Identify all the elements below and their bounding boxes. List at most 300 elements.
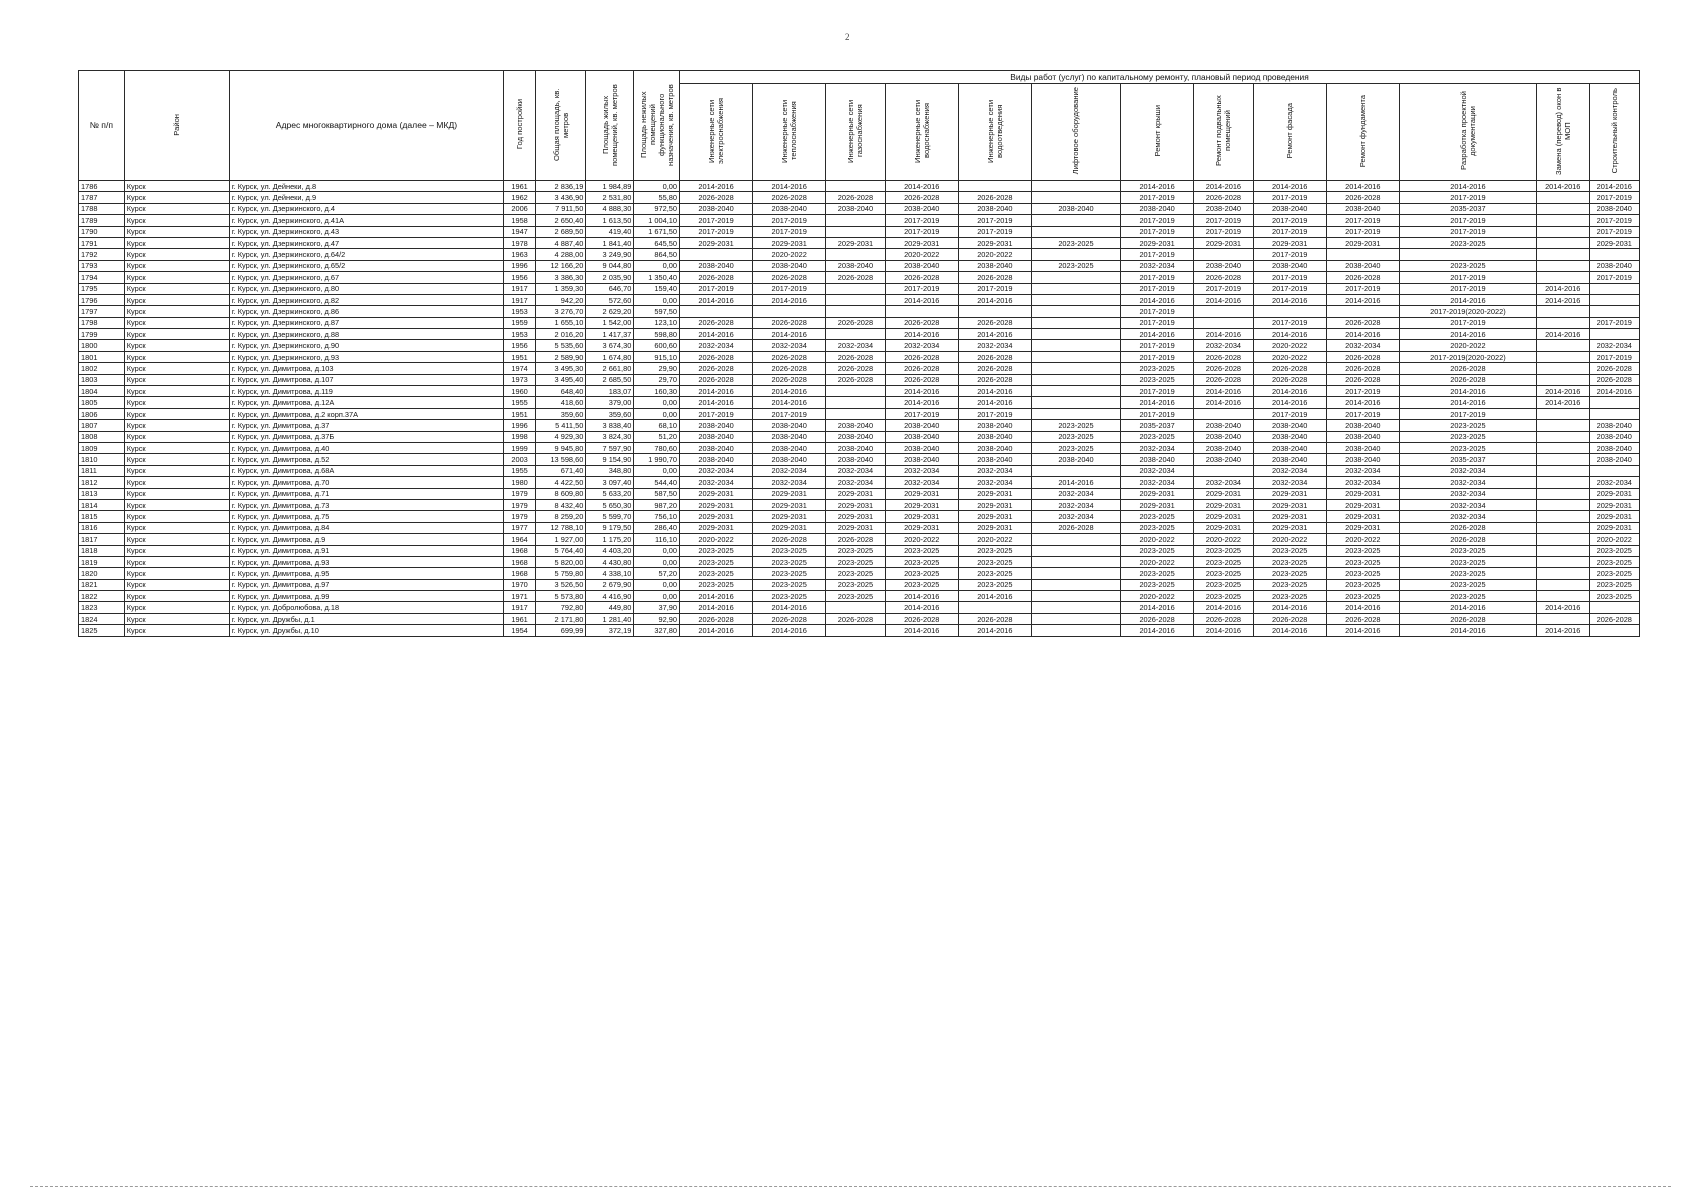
table-cell: 9 945,80 — [536, 442, 586, 453]
table-cell: 2017-2019 — [1399, 215, 1536, 226]
table-row — [79, 499, 1640, 510]
table-cell: 1810 — [79, 454, 125, 465]
table-cell: 2023-2025 — [1589, 591, 1639, 602]
table-cell: 2023-2025 — [1253, 556, 1326, 567]
table-cell: 2014-2016 — [958, 294, 1031, 305]
table-cell: 2026-2028 — [1326, 613, 1399, 624]
table-cell: г. Курск, ул. Дружбы, д.10 — [229, 625, 503, 636]
table-cell: 2017-2019 — [1589, 215, 1639, 226]
table-cell — [1536, 454, 1589, 465]
table-cell: Курск — [124, 397, 229, 408]
table-cell: 1815 — [79, 511, 125, 522]
table-cell: 2026-2028 — [826, 317, 885, 328]
table-cell: Курск — [124, 181, 229, 192]
table-cell: 2038-2040 — [1326, 203, 1399, 214]
table-cell: г. Курск, ул. Дзержинского, д.93 — [229, 351, 503, 362]
table-cell: 2026-2028 — [1399, 374, 1536, 385]
table-cell — [826, 386, 885, 397]
table-cell: г. Курск, ул. Димитрова, д.37 — [229, 420, 503, 431]
table-cell: 4 430,80 — [586, 556, 634, 567]
table-cell: 2014-2016 — [1536, 602, 1589, 613]
table-cell: 2032-2034 — [958, 340, 1031, 351]
table-cell: 2038-2040 — [885, 260, 958, 271]
table-cell: 2038-2040 — [680, 442, 753, 453]
table-cell: 2023-2025 — [1031, 431, 1120, 442]
table-cell: 2029-2031 — [1326, 522, 1399, 533]
table-cell: 2038-2040 — [1031, 203, 1120, 214]
table-cell: 2 661,80 — [586, 363, 634, 374]
table-cell: 2006 — [504, 203, 536, 214]
table-cell: 2026-2028 — [680, 374, 753, 385]
table-cell: 1962 — [504, 192, 536, 203]
table-cell: г. Курск, ул. Дзержинского, д.43 — [229, 226, 503, 237]
table-cell: 1794 — [79, 272, 125, 283]
table-cell: 2014-2016 — [1536, 329, 1589, 340]
table-cell — [1589, 408, 1639, 419]
table-cell: 2014-2016 — [1399, 397, 1536, 408]
table-cell: 915,10 — [634, 351, 680, 362]
table-cell: 1802 — [79, 363, 125, 374]
table-cell: 2029-2031 — [680, 488, 753, 499]
table-cell: 2014-2016 — [1253, 181, 1326, 192]
table-cell: 2014-2016 — [753, 181, 826, 192]
table-cell: 2017-2019 — [1326, 408, 1399, 419]
table-cell: 2029-2031 — [958, 237, 1031, 248]
table-cell: Курск — [124, 260, 229, 271]
table-cell: 1814 — [79, 499, 125, 510]
table-cell: 2038-2040 — [680, 454, 753, 465]
table-cell: 1803 — [79, 374, 125, 385]
table-cell: 2017-2019 — [1253, 408, 1326, 419]
table-cell: 2038-2040 — [1589, 420, 1639, 431]
table-cell: 2038-2040 — [1031, 454, 1120, 465]
table-cell: 2035-2037 — [1399, 203, 1536, 214]
table-cell: 2026-2028 — [958, 272, 1031, 283]
table-cell: 671,40 — [536, 465, 586, 476]
table-cell: 2023-2025 — [1121, 522, 1194, 533]
table-cell: 2014-2016 — [753, 386, 826, 397]
table-cell: Курск — [124, 272, 229, 283]
table-cell: 2017-2019 — [1326, 386, 1399, 397]
table-cell — [1031, 283, 1120, 294]
table-cell: 2023-2025 — [1399, 556, 1536, 567]
table-cell: 2017-2019 — [1121, 340, 1194, 351]
table-row — [79, 625, 1640, 636]
table-cell: 1968 — [504, 556, 536, 567]
table-cell: Курск — [124, 442, 229, 453]
table-cell: 2014-2016 — [1589, 386, 1639, 397]
table-cell: 2014-2016 — [885, 397, 958, 408]
table-cell: 2017-2019 — [1121, 249, 1194, 260]
table-cell: 2029-2031 — [1326, 237, 1399, 248]
table-cell: Курск — [124, 283, 229, 294]
table-cell: 2014-2016 — [1399, 181, 1536, 192]
table-cell: г. Курск, ул. Дзержинского, д.67 — [229, 272, 503, 283]
table-cell: 2 689,50 — [536, 226, 586, 237]
table-cell: г. Курск, ул. Димитрова, д.73 — [229, 499, 503, 510]
table-cell: 1971 — [504, 591, 536, 602]
table-cell: Курск — [124, 545, 229, 556]
table-row — [79, 329, 1640, 340]
table-cell: 2023-2025 — [826, 568, 885, 579]
table-cell — [1031, 181, 1120, 192]
table-row — [79, 374, 1640, 385]
table-cell: 2023-2025 — [1589, 579, 1639, 590]
table-cell: 2023-2025 — [1399, 568, 1536, 579]
table-cell: 544,40 — [634, 477, 680, 488]
table-cell: 1961 — [504, 613, 536, 624]
table-cell — [1031, 397, 1120, 408]
table-cell: 587,50 — [634, 488, 680, 499]
table-cell: 1 281,40 — [586, 613, 634, 624]
table-cell: 597,50 — [634, 306, 680, 317]
table-cell: 2029-2031 — [885, 511, 958, 522]
table-cell: 2032-2034 — [1399, 511, 1536, 522]
table-cell: 1951 — [504, 351, 536, 362]
table-cell: 1 613,50 — [586, 215, 634, 226]
table-cell — [1031, 625, 1120, 636]
table-cell: 5 650,30 — [586, 499, 634, 510]
page-bottom-rule — [30, 1186, 1671, 1187]
table-cell — [1031, 374, 1120, 385]
table-cell: 2014-2016 — [1326, 397, 1399, 408]
table-cell: 2026-2028 — [1589, 374, 1639, 385]
table-row — [79, 522, 1640, 533]
table-cell: 2014-2016 — [1121, 397, 1194, 408]
table-cell: 2038-2040 — [958, 454, 1031, 465]
table-cell: 2026-2028 — [885, 613, 958, 624]
table-row — [79, 579, 1640, 590]
table-cell: 2038-2040 — [680, 260, 753, 271]
table-cell: 2023-2025 — [826, 556, 885, 567]
table-cell: 2017-2019 — [1121, 192, 1194, 203]
table-cell: 2026-2028 — [1399, 363, 1536, 374]
table-cell: 5 633,20 — [586, 488, 634, 499]
table-cell: 2017-2019 — [1253, 317, 1326, 328]
table-cell — [826, 625, 885, 636]
table-cell: 2029-2031 — [885, 488, 958, 499]
table-cell — [826, 249, 885, 260]
table-row — [79, 442, 1640, 453]
table-cell: 2032-2034 — [1121, 465, 1194, 476]
table-cell: 2023-2025 — [680, 556, 753, 567]
table-cell: 2038-2040 — [1253, 260, 1326, 271]
table-cell: 0,00 — [634, 465, 680, 476]
table-cell — [1031, 465, 1120, 476]
table-cell: 2029-2031 — [958, 511, 1031, 522]
table-cell — [1536, 237, 1589, 248]
table-cell: 2017-2019 — [1399, 408, 1536, 419]
table-cell: 1 841,40 — [586, 237, 634, 248]
table-cell — [1031, 294, 1120, 305]
table-cell: 5 411,50 — [536, 420, 586, 431]
table-cell — [1536, 477, 1589, 488]
table-cell: 2014-2016 — [885, 602, 958, 613]
col-work-design-docs: Разработка проектной документации — [1399, 84, 1536, 181]
table-cell: 2014-2016 — [1253, 329, 1326, 340]
table-row — [79, 260, 1640, 271]
table-cell: 2014-2016 — [680, 386, 753, 397]
table-cell: 4 403,20 — [586, 545, 634, 556]
page-number: 2 — [845, 32, 850, 42]
table-cell: 1980 — [504, 477, 536, 488]
table-cell: г. Курск, ул. Дружбы, д.1 — [229, 613, 503, 624]
table-cell: 2017-2019 — [1589, 272, 1639, 283]
table-cell: 449,80 — [586, 602, 634, 613]
table-cell: 2026-2028 — [1326, 272, 1399, 283]
table-cell: 4 288,00 — [536, 249, 586, 260]
table-cell: 4 338,10 — [586, 568, 634, 579]
table-cell: 1979 — [504, 488, 536, 499]
table-cell: 5 573,80 — [536, 591, 586, 602]
table-cell: 2014-2016 — [1194, 397, 1253, 408]
table-cell — [1536, 260, 1589, 271]
table-cell: 2026-2028 — [958, 317, 1031, 328]
table-cell: 2023-2025 — [1253, 591, 1326, 602]
table-cell: 2014-2016 — [1194, 602, 1253, 613]
table-cell: 2017-2019 — [1253, 249, 1326, 260]
table-cell: 116,10 — [634, 534, 680, 545]
table-cell: 1956 — [504, 340, 536, 351]
table-cell: 2023-2025 — [1326, 591, 1399, 602]
table-cell: 2023-2025 — [1399, 431, 1536, 442]
table-cell: 1786 — [79, 181, 125, 192]
table-cell: 1978 — [504, 237, 536, 248]
table-cell: 2026-2028 — [1399, 522, 1536, 533]
table-cell — [1536, 545, 1589, 556]
table-cell: 2032-2034 — [1253, 477, 1326, 488]
table-cell: 2038-2040 — [826, 442, 885, 453]
table-cell: 600,60 — [634, 340, 680, 351]
table-row — [79, 340, 1640, 351]
table-cell — [1536, 272, 1589, 283]
table-cell: 2023-2025 — [1326, 568, 1399, 579]
table-cell: 2017-2019 — [1121, 306, 1194, 317]
table-cell: Курск — [124, 511, 229, 522]
table-cell — [1031, 306, 1120, 317]
table-cell: Курск — [124, 306, 229, 317]
table-cell: 3 674,30 — [586, 340, 634, 351]
table-cell: 2029-2031 — [680, 511, 753, 522]
table-cell: Курск — [124, 465, 229, 476]
table-cell: 2038-2040 — [826, 454, 885, 465]
table-cell — [1031, 568, 1120, 579]
table-cell: 37,90 — [634, 602, 680, 613]
table-cell: 2029-2031 — [1121, 488, 1194, 499]
table-cell: 2023-2025 — [1399, 545, 1536, 556]
table-cell: 2029-2031 — [1326, 511, 1399, 522]
table-cell: 1793 — [79, 260, 125, 271]
table-cell: 8 259,20 — [536, 511, 586, 522]
table-cell: 2014-2016 — [1121, 329, 1194, 340]
table-cell — [1194, 408, 1253, 419]
table-cell: 1811 — [79, 465, 125, 476]
table-cell: 2014-2016 — [1536, 397, 1589, 408]
table-cell: 2017-2019 — [1253, 226, 1326, 237]
table-cell: г. Курск, ул. Дзержинского, д.87 — [229, 317, 503, 328]
table-cell: 2038-2040 — [753, 454, 826, 465]
table-cell: 2032-2034 — [885, 477, 958, 488]
table-cell: 1822 — [79, 591, 125, 602]
table-cell: Курск — [124, 534, 229, 545]
table-cell: 1961 — [504, 181, 536, 192]
table-cell: 1805 — [79, 397, 125, 408]
table-cell: 1788 — [79, 203, 125, 214]
table-cell: 2014-2016 — [753, 625, 826, 636]
table-cell: 2017-2019(2020-2022) — [1399, 306, 1536, 317]
table-cell: 2017-2019 — [1253, 272, 1326, 283]
table-cell: 2023-2025 — [1589, 556, 1639, 567]
table-cell: 2017-2019 — [1121, 215, 1194, 226]
table-cell: 2026-2028 — [826, 363, 885, 374]
table-cell — [1031, 591, 1120, 602]
table-cell: 5 759,80 — [536, 568, 586, 579]
table-cell: 2032-2034 — [958, 465, 1031, 476]
table-cell: 2017-2019 — [1121, 408, 1194, 419]
table-cell: 2023-2025 — [1399, 420, 1536, 431]
table-cell — [1536, 579, 1589, 590]
table-cell: 0,00 — [634, 408, 680, 419]
table-cell: 2017-2019 — [680, 215, 753, 226]
table-cell: 2020-2022 — [885, 249, 958, 260]
table-cell: 2014-2016 — [753, 329, 826, 340]
table-cell — [1536, 420, 1589, 431]
col-nonliving-area: Площадь нежилых помещений функционального назначения, кв. метров — [634, 71, 680, 181]
table-row — [79, 602, 1640, 613]
table-cell: 2014-2016 — [1326, 625, 1399, 636]
table-cell: 2029-2031 — [958, 522, 1031, 533]
table-cell: 7 911,50 — [536, 203, 586, 214]
table-cell: Курск — [124, 591, 229, 602]
table-cell: 1953 — [504, 306, 536, 317]
table-cell: 2020-2022 — [1253, 351, 1326, 362]
table-cell: 68,10 — [634, 420, 680, 431]
table-cell: 2029-2031 — [826, 488, 885, 499]
table-cell: 2029-2031 — [680, 499, 753, 510]
table-cell: Курск — [124, 249, 229, 260]
table-cell: 2014-2016 — [680, 625, 753, 636]
table-cell: 2017-2019 — [1399, 272, 1536, 283]
table-cell: 2023-2025 — [753, 545, 826, 556]
table-cell — [958, 306, 1031, 317]
table-cell: 2038-2040 — [958, 431, 1031, 442]
table-cell: 2023-2025 — [885, 545, 958, 556]
table-cell: 2023-2025 — [1121, 363, 1194, 374]
table-cell: 645,50 — [634, 237, 680, 248]
table-cell: 2029-2031 — [1589, 237, 1639, 248]
table-cell: Курск — [124, 488, 229, 499]
table-cell: 2029-2031 — [753, 511, 826, 522]
table-cell: 4 422,50 — [536, 477, 586, 488]
table-cell: 2026-2028 — [1194, 613, 1253, 624]
table-cell — [1536, 408, 1589, 419]
table-cell: 1 359,30 — [536, 283, 586, 294]
table-cell: 2014-2016 — [1589, 181, 1639, 192]
table-cell: 2029-2031 — [885, 237, 958, 248]
table-cell: 1974 — [504, 363, 536, 374]
table-cell: 2023-2025 — [1194, 556, 1253, 567]
table-cell: 2020-2022 — [958, 534, 1031, 545]
table-cell: 0,00 — [634, 260, 680, 271]
table-cell: 1970 — [504, 579, 536, 590]
table-cell: 2017-2019 — [753, 408, 826, 419]
table-row — [79, 613, 1640, 624]
table-cell: 2017-2019 — [1121, 283, 1194, 294]
table-cell: 2026-2028 — [753, 534, 826, 545]
table-cell: 1955 — [504, 465, 536, 476]
table-cell: 286,40 — [634, 522, 680, 533]
table-cell: Курск — [124, 568, 229, 579]
table-cell: 2014-2016 — [1399, 329, 1536, 340]
table-cell: 2014-2016 — [680, 294, 753, 305]
table-cell: г. Курск, ул. Димитрова, д.99 — [229, 591, 503, 602]
table-cell: 0,00 — [634, 545, 680, 556]
table-cell: 2026-2028 — [1194, 351, 1253, 362]
table-cell: 1819 — [79, 556, 125, 567]
table-cell: 2026-2028 — [885, 317, 958, 328]
table-cell: 2014-2016 — [1194, 329, 1253, 340]
table-cell: 4 929,30 — [536, 431, 586, 442]
col-year: Год постройки — [504, 71, 536, 181]
table-cell: 2014-2016 — [885, 294, 958, 305]
table-cell: 2014-2016 — [1399, 602, 1536, 613]
table-cell: 2014-2016 — [1194, 181, 1253, 192]
table-cell — [1031, 556, 1120, 567]
table-cell: 2026-2028 — [826, 613, 885, 624]
table-cell: 1964 — [504, 534, 536, 545]
table-cell: 2023-2025 — [680, 579, 753, 590]
table-cell: 2014-2016 — [1253, 602, 1326, 613]
table-cell: 2014-2016 — [753, 397, 826, 408]
table-cell: 2038-2040 — [1194, 442, 1253, 453]
table-cell: 2017-2019 — [753, 226, 826, 237]
table-cell — [1031, 351, 1120, 362]
table-cell: 2023-2025 — [1121, 545, 1194, 556]
table-cell: 2023-2025 — [1589, 545, 1639, 556]
table-cell: 1796 — [79, 294, 125, 305]
table-cell: 2014-2016 — [1536, 625, 1589, 636]
table-cell: г. Курск, ул. Димитрова, д.95 — [229, 568, 503, 579]
table-cell: 1973 — [504, 374, 536, 385]
table-cell: 2023-2025 — [1399, 579, 1536, 590]
table-cell: 2017-2019 — [1326, 226, 1399, 237]
table-cell — [1536, 568, 1589, 579]
header-group-row — [79, 71, 1640, 84]
table-cell: г. Курск, ул. Дейнеки, д.8 — [229, 181, 503, 192]
table-cell: Курск — [124, 602, 229, 613]
table-cell — [1194, 317, 1253, 328]
table-cell: 2026-2028 — [753, 374, 826, 385]
table-cell: 2026-2028 — [826, 272, 885, 283]
table-row — [79, 294, 1640, 305]
table-row — [79, 386, 1640, 397]
table-cell: 3 249,90 — [586, 249, 634, 260]
table-cell: 2017-2019 — [958, 283, 1031, 294]
table-cell: 1996 — [504, 420, 536, 431]
table-cell: 1795 — [79, 283, 125, 294]
table-cell: 2026-2028 — [958, 613, 1031, 624]
table-cell: 1979 — [504, 511, 536, 522]
table-cell: 2038-2040 — [885, 442, 958, 453]
table-cell — [1536, 488, 1589, 499]
table-cell: Курск — [124, 237, 229, 248]
table-cell: 2032-2034 — [1194, 340, 1253, 351]
table-cell: 2026-2028 — [1326, 317, 1399, 328]
table-cell: 2029-2031 — [753, 237, 826, 248]
table-cell: 9 044,80 — [586, 260, 634, 271]
table-cell: 1 350,40 — [634, 272, 680, 283]
table-cell: 2026-2028 — [1253, 374, 1326, 385]
